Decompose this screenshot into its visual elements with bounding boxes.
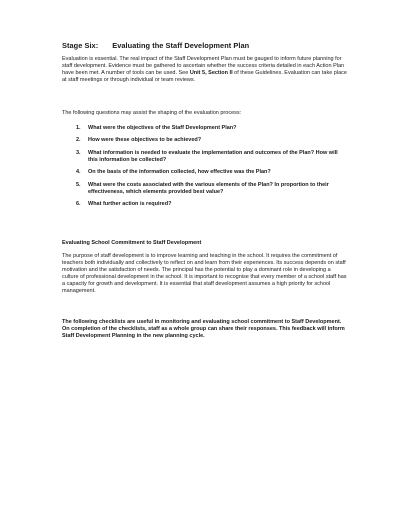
question-text: What information is needed to evaluate the implementation and outcomes of the Plan? How will this information be collected? bbox=[88, 149, 338, 163]
question-number: 1. bbox=[76, 125, 81, 131]
question-item bbox=[76, 201, 346, 208]
question-number: 6. bbox=[76, 201, 81, 208]
intro-text-1: Evaluation is essential. The real impact of the Staff Development Plan must be gauged to inform future planning for staff development. Evidence must be gathered to ascertain whether the success criteria detailed in each Action Plan have been met. A number of tools can be used. See bbox=[62, 56, 345, 77]
question-text: What were the costs associated with the various elements of the Plan? In proportion to their effectiveness, which elements provided best value? bbox=[88, 181, 329, 195]
stage-label: Stage Six: bbox=[62, 41, 99, 50]
question-item bbox=[76, 137, 346, 144]
commitment-paragraph: The purpose of staff development is to improve learning and teaching in the school. It requires the commitment of teachers both individually and collectively to reflect on and learn from their experiences. Its success depends on staff motivation and the satisfaction of needs. The principal has the potential to play a dominant role in developing a culture of professional development in the school. It is important to recognise that every member of a school staff has a capacity for growth and development. It is essential that staff development assumes a high priority for school management. bbox=[62, 253, 347, 295]
questions-list bbox=[76, 125, 346, 214]
intro-text-2: of these Guidelines. Evaluation can take place at staff meetings or through individual or team reviews. bbox=[62, 70, 347, 84]
stage-title: Evaluating the Staff Development Plan bbox=[112, 41, 250, 50]
question-text: What further action is required? bbox=[88, 201, 172, 208]
page-title bbox=[62, 41, 249, 50]
question-item bbox=[76, 182, 346, 196]
intro-paragraph bbox=[62, 56, 348, 84]
question-item bbox=[76, 125, 346, 132]
question-text: What were the objectives of the Staff Development Plan? bbox=[88, 125, 237, 131]
checklist-paragraph: The following checklists are useful in monitoring and evaluating school commitment to Staff Development. On completion of the checklists, staff as a whole group can share their responses. This feedback will inform Staff Development Planning in the new planning cycle. bbox=[62, 319, 345, 340]
question-item bbox=[76, 169, 346, 176]
question-number: 5. bbox=[76, 181, 81, 188]
question-number: 4. bbox=[76, 169, 81, 176]
questions-intro: The following questions may assist the shaping of the evaluation process: bbox=[62, 110, 242, 116]
question-number: 2. bbox=[76, 137, 81, 144]
section-heading: Evaluating School Commitment to Staff Development bbox=[62, 240, 202, 246]
question-text: How were these objectives to be achieved? bbox=[88, 137, 202, 144]
intro-reference: Unit 5, Section II bbox=[189, 70, 233, 77]
question-item bbox=[76, 150, 346, 164]
question-text: On the basis of the information collected, how effective was the Plan? bbox=[88, 169, 271, 176]
question-number: 3. bbox=[76, 149, 81, 156]
